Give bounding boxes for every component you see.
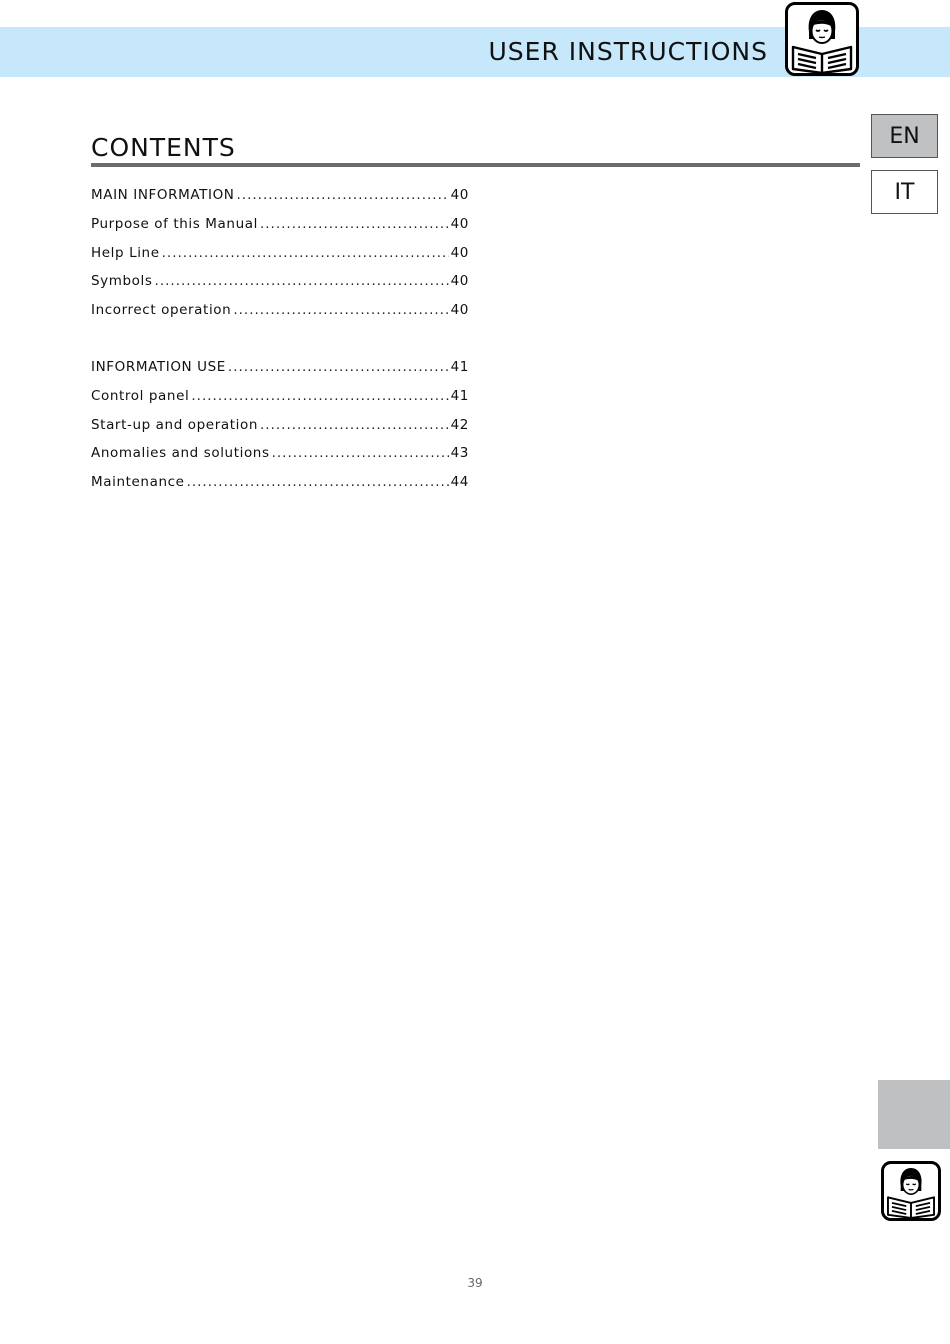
toc-entry-page: 41 [450,358,469,375]
toc-entry-label: Purpose of this Manual [91,215,258,232]
toc-entry[interactable] [91,302,469,331]
toc-entry-label: Maintenance [91,474,185,491]
reading-person-icon [785,2,859,76]
toc-entry-label: Incorrect operation [91,302,232,319]
language-tab-it[interactable]: IT [871,170,938,214]
toc-dot-leader [191,388,448,404]
toc-dot-leader [155,273,449,289]
toc-entry-page: 40 [450,273,469,290]
toc-entry-label: Control panel [91,387,190,404]
toc-entry-page: 42 [450,416,469,433]
toc-entry-page: 40 [450,215,469,232]
toc-entry[interactable] [91,359,469,388]
toc-entry[interactable] [91,245,469,274]
toc-entry[interactable] [91,187,469,216]
toc-entry-label: MAIN INFORMATION [91,187,235,203]
toc-entry-page: 40 [450,187,469,203]
toc-entry[interactable] [91,273,469,302]
toc-entry[interactable] [91,216,469,245]
toc-entry[interactable] [91,417,469,446]
toc-entry-page: 44 [450,474,469,491]
toc-entry-label: Help Line [91,244,160,261]
side-gray-block [878,1080,950,1149]
toc-entry[interactable] [91,388,469,417]
toc-dot-leader [187,474,449,490]
toc-group-information-use [91,359,469,503]
contents-divider [91,163,860,167]
toc-dot-leader [162,245,449,261]
toc-entry-page: 43 [450,445,469,462]
toc-entry-page: 40 [450,302,469,319]
toc-dot-leader [233,302,448,318]
toc-entry[interactable] [91,474,469,503]
toc-dot-leader [228,359,449,375]
reading-person-icon [881,1161,941,1221]
language-tab-en[interactable]: EN [871,114,938,158]
page-number: 39 [467,1276,483,1290]
toc-entry-page: 41 [450,387,469,404]
toc-dot-leader [237,187,449,203]
toc-entry-label: Start-up and operation [91,416,258,433]
toc-entry-label: Symbols [91,273,153,290]
toc-dot-leader [272,445,449,461]
header-title: USER INSTRUCTIONS [488,37,768,66]
toc-entry-page: 40 [450,244,469,261]
toc-entry-label: INFORMATION USE [91,358,226,375]
toc-entry-label: Anomalies and solutions [91,445,270,462]
toc-dot-leader [260,417,449,433]
contents-title: CONTENTS [91,133,236,162]
toc-group-main-information [91,187,469,331]
toc-dot-leader [260,216,449,232]
table-of-contents [91,187,469,503]
toc-entry[interactable] [91,445,469,474]
